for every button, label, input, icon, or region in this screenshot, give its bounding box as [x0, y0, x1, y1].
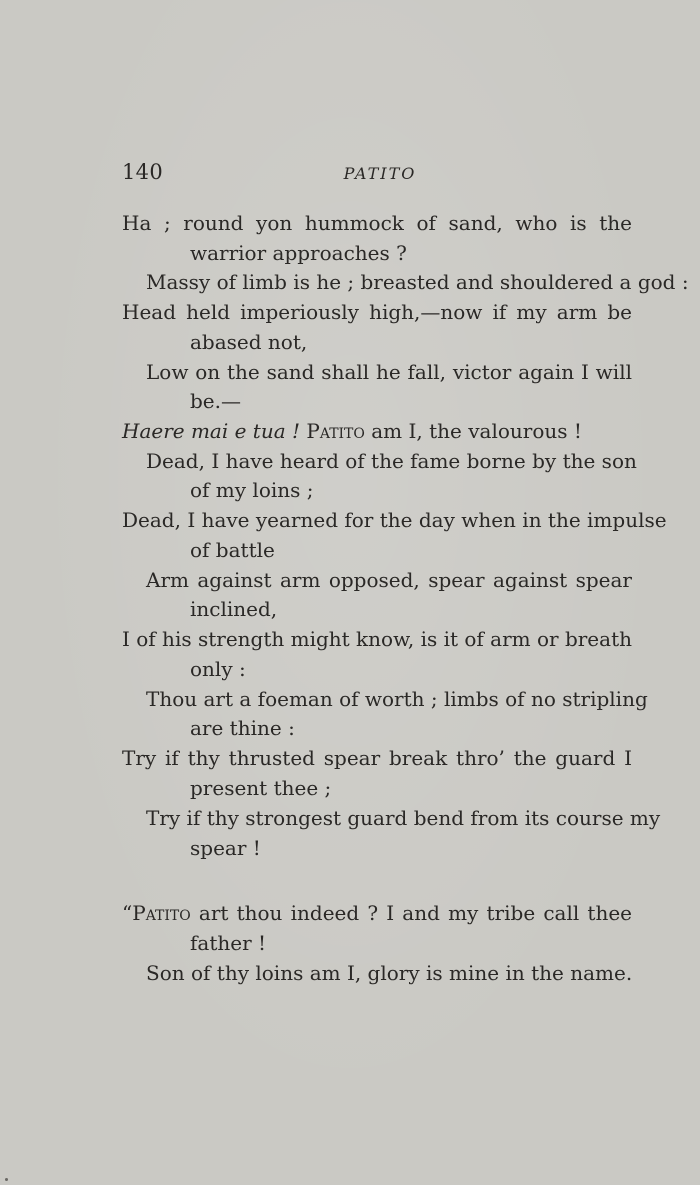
page-header [0, 160, 700, 186]
poem-line: Try if thy thrusted spear break thro’ the guard I [122, 746, 632, 770]
poem-line: Son of thy loins am I, glory is mine in the name. [146, 961, 633, 985]
poem-line-continuation: present thee ; [190, 776, 332, 800]
poem-line: Try if thy strongest guard bend from its course my [146, 806, 661, 830]
poem-line-continuation: warrior approaches ? [190, 241, 407, 265]
poem-line [122, 416, 582, 446]
poem-line: Thou art a foeman of worth ; limbs of no stripling [146, 687, 648, 711]
poem-line: Low on the sand shall he fall, victor again I will [146, 360, 632, 384]
maori-phrase: Haere mai e tua ! [122, 419, 301, 443]
line-rest: art thou indeed ? I and my tribe call thee [190, 901, 632, 925]
poem-line-continuation: inclined, [190, 597, 278, 621]
poem-line: Dead, I have heard of the fame borne by the son [146, 449, 637, 473]
poem-line: Massy of limb is he ; breasted and shouldered a god : [146, 270, 689, 294]
page-speck [5, 1178, 8, 1181]
poem-line-continuation: are thine : [190, 716, 295, 740]
name-patito: Patito [306, 419, 365, 443]
page-number: 140 [122, 160, 163, 184]
poem-line-continuation: abased not, [190, 330, 308, 354]
poem-line: Dead, I have yearned for the day when in the impulse [122, 508, 667, 532]
poem-line-continuation: spear ! [190, 836, 261, 860]
poem-line [122, 898, 632, 928]
name-patito: Patito [132, 901, 191, 925]
poem-line: Arm against arm opposed, spear against spear [146, 568, 632, 592]
poem-line-continuation: of battle [190, 538, 275, 562]
running-title: PATITO [343, 164, 417, 183]
poem-line-continuation: father ! [190, 931, 267, 955]
open-quote: “ [122, 901, 133, 925]
poem-line-continuation: be.— [190, 389, 241, 413]
poem-line-continuation: only : [190, 657, 246, 681]
poem-line: Head held imperiously high,—now if my arm be [122, 300, 632, 324]
poem-line-continuation: of my loins ; [190, 478, 314, 502]
poem-line: Ha ; round yon hummock of sand, who is the [122, 211, 632, 235]
poem-line: I of his strength might know, is it of arm or breath [122, 627, 632, 651]
line-rest: am I, the valourous ! [364, 419, 582, 443]
